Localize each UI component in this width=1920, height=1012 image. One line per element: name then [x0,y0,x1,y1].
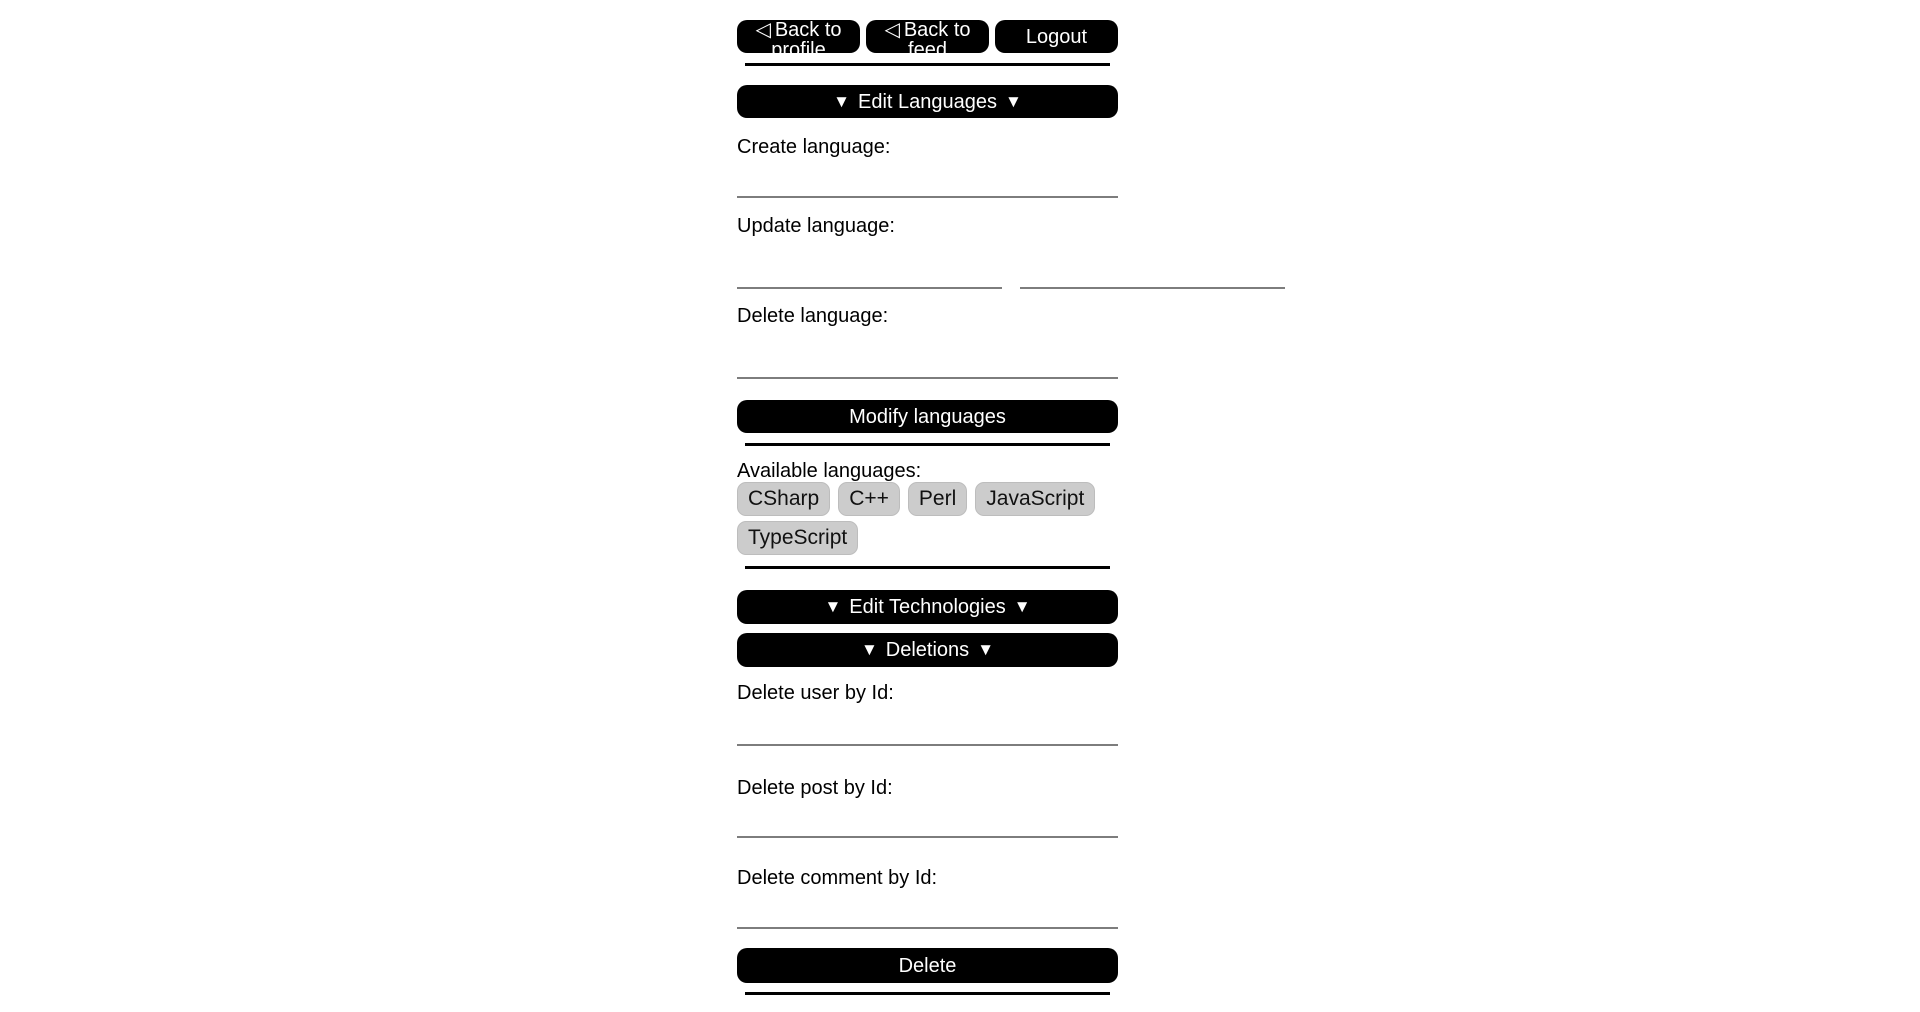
update-language-old-input[interactable] [737,251,1002,289]
edit-languages-toggle[interactable] [737,85,1118,118]
language-pill[interactable]: C++ [838,482,900,516]
deletions-toggle-label: Deletions [885,639,970,661]
delete-user-input[interactable] [737,708,1118,746]
delete-post-label: Delete post by Id: [737,777,893,799]
back-to-profile-label: Back to profile [771,19,842,61]
delete-comment-input[interactable] [737,891,1118,929]
back-arrow-icon: ◁ [884,19,900,41]
edit-technologies-toggle-label: Edit Technologies [849,596,1006,618]
caret-down-icon: ▼ [1005,91,1022,111]
language-pill[interactable]: Perl [908,482,967,516]
available-languages-list [737,482,1112,555]
divider [745,443,1110,446]
language-pill[interactable]: TypeScript [737,521,858,555]
language-pill[interactable]: JavaScript [975,482,1095,516]
divider [745,992,1110,995]
modify-languages-label: Modify languages [849,405,1006,428]
update-language-label: Update language: [737,215,895,237]
edit-languages-toggle-label: Edit Languages [857,90,997,113]
back-to-profile-button[interactable] [737,19,860,61]
delete-user-label: Delete user by Id: [737,682,894,704]
deletions-toggle[interactable] [737,633,1118,667]
back-to-feed-label: Back to feed [903,19,971,61]
top-nav-row [737,19,1118,61]
divider [745,63,1110,66]
update-language-row [737,251,1118,289]
delete-language-label: Delete language: [737,305,889,327]
back-to-feed-button[interactable] [866,19,989,61]
update-language-new-input[interactable] [1020,251,1285,289]
back-arrow-icon: ◁ [755,19,771,41]
logout-button[interactable] [995,20,1118,53]
delete-button-label: Delete [898,954,957,977]
create-language-input[interactable] [737,160,1118,198]
create-language-label: Create language: [737,136,891,158]
delete-language-input[interactable] [737,341,1118,379]
caret-down-icon: ▼ [1013,597,1031,616]
delete-comment-label: Delete comment by Id: [737,867,938,889]
delete-button[interactable] [737,948,1118,983]
logout-label: Logout [1025,25,1088,48]
edit-technologies-toggle[interactable] [737,590,1118,624]
delete-post-input[interactable] [737,800,1118,838]
caret-down-icon: ▼ [977,640,995,659]
caret-down-icon: ▼ [824,597,842,616]
available-languages-label: Available languages: [737,460,922,482]
modify-languages-button[interactable] [737,400,1118,433]
admin-panel-column [737,0,1118,995]
language-pill[interactable]: CSharp [737,482,830,516]
divider [745,566,1110,569]
caret-down-icon: ▼ [860,640,878,659]
caret-down-icon: ▼ [833,91,850,111]
